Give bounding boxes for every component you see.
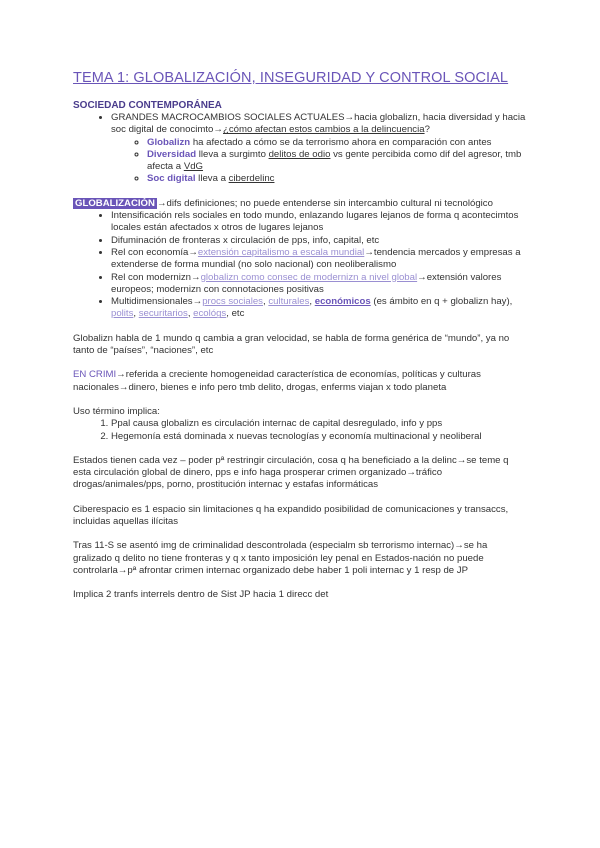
paragraph-uso-intro: Uso término implica: bbox=[73, 405, 160, 417]
text-span: , bbox=[133, 308, 139, 320]
text-span: (es ámbito en q + globalizn hay), bbox=[370, 296, 513, 308]
text-span: ? bbox=[424, 124, 430, 136]
text-span: lleva a surgimto bbox=[196, 148, 269, 160]
underlined-term: delitos de odio bbox=[268, 148, 331, 160]
text-span: Multidimensionales→ bbox=[111, 296, 203, 308]
underlined-term: ciberdelinc bbox=[228, 173, 275, 185]
paragraph-implica: Implica 2 tranfs interrels dentro de Sist JP hacia 1 direcc det bbox=[73, 589, 329, 601]
numbered-list-uso bbox=[73, 418, 528, 443]
text-span: , bbox=[309, 296, 315, 308]
list-item bbox=[111, 247, 528, 272]
text-span: →tendencia mercados y empresas a extenderse de forma mundial (no solo nacional) con neoliberalismo bbox=[111, 246, 521, 271]
text-span: Rel con modernizn→ bbox=[111, 271, 201, 283]
keyword-en-crimi: EN CRIMI bbox=[73, 369, 117, 381]
text-span: , bbox=[187, 308, 194, 320]
list-item: • Difuminación de fronteras x circulación de pps, info, capital, etc bbox=[111, 235, 528, 247]
section-heading-sociedad: SOCIEDAD CONTEMPORÁNEA bbox=[73, 100, 222, 111]
keyword: Globalizn bbox=[147, 136, 191, 148]
list-item: • Intensificación rels sociales en todo mundo, enlazando lugares lejanos de forma q acontecimtos locales están afectados x otros de lugares lejanos bbox=[111, 210, 528, 235]
paragraph-ciberespacio: Ciberespacio es 1 espacio sin limitaciones q ha expandido posibilidad de comunicaciones y transaccs, incluidas aquellas ilícitas bbox=[73, 503, 509, 528]
sub-list bbox=[111, 137, 528, 186]
text-span: lleva a bbox=[195, 173, 229, 185]
list-item: 2. Hegemonía está dominada x nuevas tecnologías y economía multinacional y neoliberal bbox=[111, 431, 528, 443]
link-procs-sociales[interactable]: procs sociales bbox=[202, 296, 263, 308]
keyword: Soc digital bbox=[147, 173, 196, 185]
text-span: →extensión valores europeos; modernizn con connotaciones positivas bbox=[111, 271, 502, 295]
link-polits[interactable]: polits bbox=[111, 308, 134, 320]
text-span: →difs definiciones; no puede entenderse sin intercambio cultural ni tecnológico bbox=[156, 197, 493, 209]
link-capitalismo[interactable]: extensión capitalismo a escala mundial bbox=[197, 246, 365, 258]
paragraph-en-crimi bbox=[73, 369, 528, 394]
list-item bbox=[111, 272, 528, 297]
globalizacion-intro bbox=[73, 198, 528, 210]
link-culturales[interactable]: culturales bbox=[268, 296, 310, 308]
text-span: ha afectado a cómo se da terrorismo ahora en comparación con antes bbox=[190, 136, 492, 148]
paragraph-11s: Tras 11-S se asentó img de criminalidad descontrolada (especialm sb terrorismo internac)→se ha gralizado q delito no tiene fronteras y q x tanto imposición ley penal en Estados-nación no puede controlarla→pª afrontar crimen internac organizado debe haber 1 poli internac y 1 resp de JP bbox=[73, 540, 488, 576]
list-item: 1. Ppal causa globalizn es circulación internac de capital desregulado, info y pps bbox=[111, 418, 528, 430]
highlighted-heading: GLOBALIZACIÓN bbox=[75, 197, 155, 209]
text-span: Rel con economía→ bbox=[111, 246, 198, 258]
list-item bbox=[147, 137, 528, 149]
keyword: Diversidad bbox=[147, 148, 197, 160]
paragraph-mundo: Globalizn habla de 1 mundo q cambia a gran velocidad, se habla de forma genérica de “mundo”, ya no tanto de “países”, “naciones”, etc bbox=[73, 332, 510, 357]
bullet-list-globalizacion bbox=[73, 210, 528, 321]
underlined-question: ¿cómo afectan estos cambios a la delincuencia bbox=[222, 124, 425, 136]
text-span: GRANDES MACROCAMBIOS SOCIALES ACTUALES→hacia globalizn, hacia diversidad y hacia soc digital de conocimto→ bbox=[111, 112, 526, 136]
text-span: , bbox=[262, 296, 269, 308]
document-page bbox=[73, 70, 528, 602]
text-span: , etc bbox=[226, 308, 245, 320]
bullet-list-sociedad bbox=[73, 112, 528, 186]
list-item bbox=[147, 149, 528, 174]
text-span: →referida a creciente homogeneidad característica de economías, políticas y culturas nacionales→dinero, bienes e info pero tmb delito, drogas, enferms viajan x todo planeta bbox=[73, 369, 481, 393]
link-modernizn[interactable]: globalizn como consec de modernizn a nivel global bbox=[200, 271, 418, 283]
page-title: TEMA 1: GLOBALIZACIÓN, INSEGURIDAD Y CONTROL SOCIAL bbox=[73, 70, 509, 86]
text-span: vs gente percibida como dif del agresor, tmb afecta a bbox=[147, 148, 522, 173]
link-ecologs[interactable]: ecológs bbox=[193, 308, 227, 320]
paragraph-estados: Estados tienen cada vez – poder pª restringir circulación, cosa q ha beneficiado a la delinc→se teme q esta circulación global de dinero, pps e info haga prosperar crimen organizado→tráfico drogas/animales/pps, porno, prostitución internac y estafas informáticas bbox=[73, 454, 509, 491]
list-item bbox=[147, 173, 528, 185]
list-item bbox=[111, 112, 528, 186]
list-item bbox=[111, 296, 528, 321]
link-economicos[interactable]: económicos bbox=[314, 296, 371, 308]
link-securitarios[interactable]: securitarios bbox=[138, 308, 188, 320]
underlined-term: VdG bbox=[183, 161, 204, 173]
